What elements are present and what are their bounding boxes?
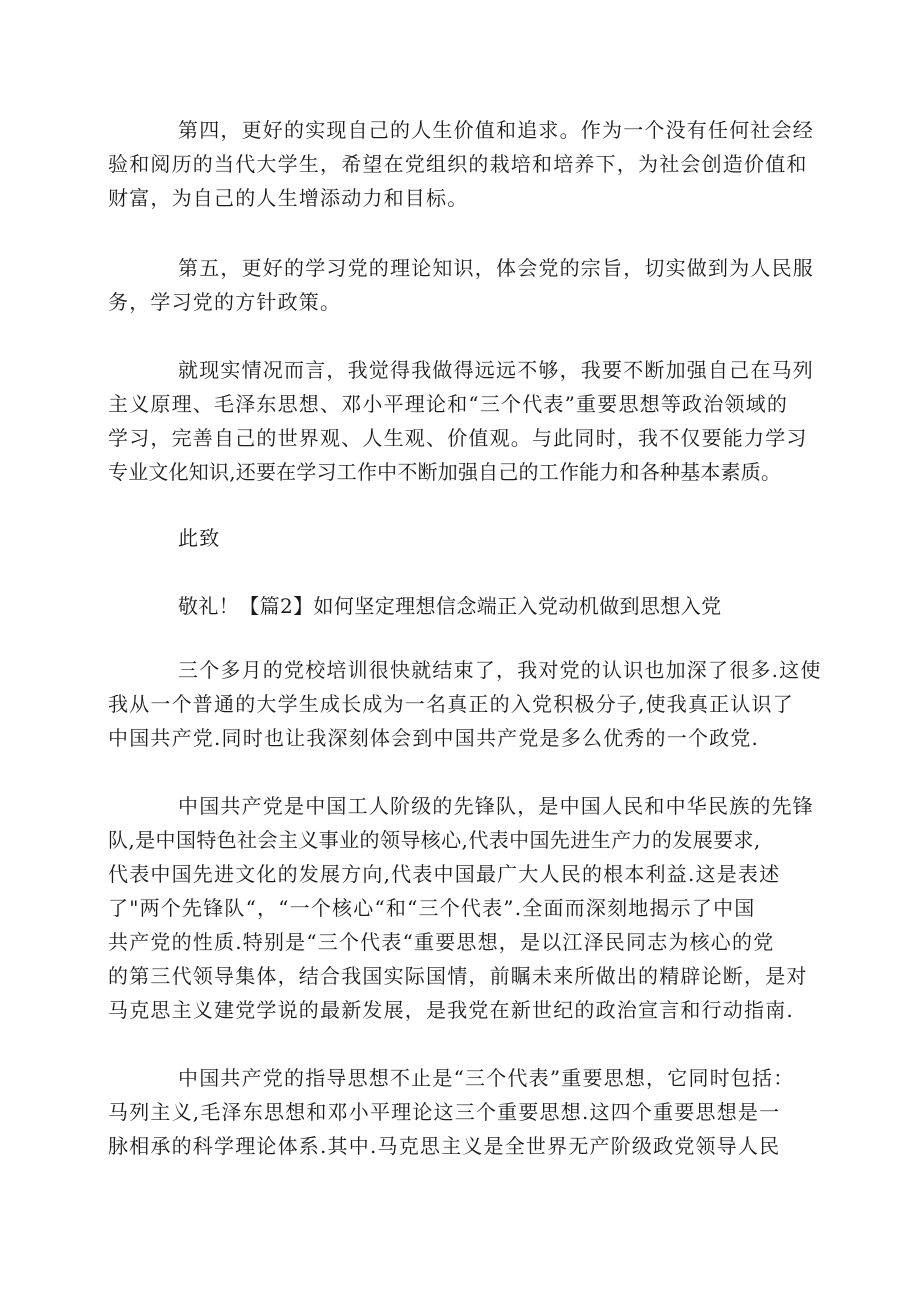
text-line: 队,是中国特色社会主义事业的领导核心,代表中国先进生产力的发展要求, [108, 828, 761, 852]
text-line: 财富，为自己的人生增添动力和目标。 [108, 186, 469, 210]
text-line: 第五，更好的学习党的理论知识，体会党的宗旨，切实做到为人民服 [178, 256, 814, 280]
text-line: 脉相承的科学理论体系.其中.马克思主义是全世界无产阶级政党领导人民 [108, 1134, 781, 1158]
text-line: 验和阅历的当代大学生，希望在党组织的栽培和培养下，为社会创造价值和 [108, 152, 808, 176]
text-line: 主义原理、毛泽东思想、邓小平理论和“三个代表”重要思想等政治领域的 [108, 392, 789, 416]
text-line: 我从一个普通的大学生成长成为一名真正的入党积极分子,使我真正认识了 [108, 692, 794, 716]
text-line: 就现实情况而言，我觉得我做得远远不够，我要不断加强自己在马列 [178, 358, 814, 382]
text-line: 的第三代领导集体，结合我国实际国情，前瞩未来所做出的精辟论断，是对 [108, 964, 808, 988]
text-line: 三个多月的党校培训很快就结束了，我对党的认识也加深了很多.这使 [178, 658, 822, 682]
text-line: 了"两个先锋队“，“一个核心“和“三个代表”.全面而深刻地揭示了中国 [108, 896, 756, 920]
text-line: 学习，完善自己的世界观、人生观、价值观。与此同时，我不仅要能力学习 [108, 426, 808, 450]
text-line: 共产党的性质.特别是“三个代表“重要思想，是以江泽民同志为核心的党 [108, 930, 775, 954]
text-line: 专业文化知识,还要在学习工作中不断加强自己的工作能力和各种基本素质。 [108, 460, 782, 484]
text-line: 中国共产党.同时也让我深刻体会到中国共产党是多么优秀的一个政党. [108, 726, 760, 750]
text-line: 此致 [178, 526, 221, 550]
text-line: 代表中国先进文化的发展方向,代表中国最广大人民的根本利益.这是表述 [108, 862, 781, 886]
text-line: 中国共产党是中国工人阶级的先锋队，是中国人民和中华民族的先锋 [178, 794, 814, 818]
text-line: 第四，更好的实现自己的人生价值和追求。作为一个没有任何社会经 [178, 118, 814, 142]
text-line: 务，学习党的方针政策。 [108, 290, 342, 314]
text-line: 敬礼！【篇2】如何坚定理想信念端正入党动机做到思想入党 [178, 594, 722, 618]
text-line: 马列主义,毛泽东思想和邓小平理论这三个重要思想.这四个重要思想是一 [108, 1100, 781, 1124]
text-line: 中国共产党的指导思想不止是“三个代表”重要思想，它同时包括： [178, 1066, 795, 1090]
text-line: 马克思主义建党学说的最新发展，是我党在新世纪的政治宣言和行动指南. [108, 998, 794, 1022]
